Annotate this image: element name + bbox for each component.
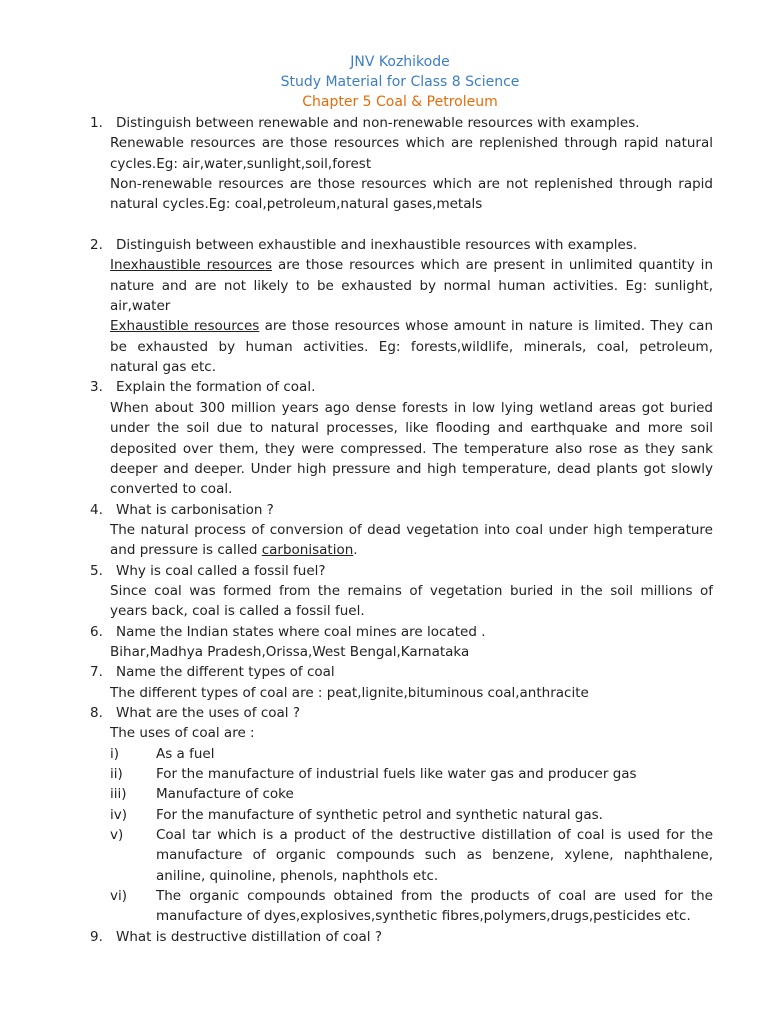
answer-line (0, 601, 768, 621)
list-item (0, 744, 768, 764)
question-9 (0, 927, 768, 947)
list-item (0, 825, 768, 845)
document-subtitle: Study Material for Class 8 Science (280, 74, 520, 90)
question-6 (0, 622, 768, 642)
roman-numeral: ii) (110, 766, 123, 782)
question-list (0, 113, 768, 947)
answer-line (0, 316, 768, 336)
answer-fragment: and pressure is called (110, 542, 262, 559)
list-item-text: Manufacture of coke (156, 786, 294, 803)
roman-numeral: v) (110, 827, 124, 844)
answer-text: air,water (110, 298, 171, 315)
answer-line (0, 337, 768, 357)
answer-line (0, 296, 768, 316)
list-item-continuation (0, 866, 768, 886)
term-exhaustible: Exhaustible resources (110, 318, 260, 335)
list-item-text: manufacture of dyes,explosives,synthetic fibres,polymers,drugs,pesticides etc. (156, 908, 691, 925)
answer-text: cycles.Eg: air,water,sunlight,soil,forest (110, 155, 372, 172)
answer-line (0, 683, 768, 703)
answer-text: under the soil due to natural processes, like flooding and earthquake and more soil (110, 420, 713, 437)
answer-line (0, 398, 768, 418)
list-item-text: Coal tar which is a product of the destructive distillation of coal is used for the (156, 827, 713, 844)
question-text: Distinguish between exhaustible and inexhaustible resources with examples. (116, 237, 638, 254)
question-number: 5. (90, 562, 103, 579)
roman-numeral: iii) (110, 786, 127, 803)
answer-text: Since coal was formed from the remains of vegetation buried in the soil millions of (110, 582, 713, 599)
question-number: 4. (90, 501, 103, 518)
answer-line (0, 581, 768, 601)
question-number: 2. (90, 237, 103, 254)
term-inexhaustible: Inexhaustible resources (110, 257, 273, 274)
question-7 (0, 662, 768, 682)
answer-text: years back, coal is called a fossil fuel. (110, 603, 365, 620)
question-number: 1. (90, 115, 103, 131)
answer-text (110, 255, 713, 275)
term-carbonisation: carbonisation (261, 542, 354, 559)
answer-text (110, 540, 358, 560)
question-text: Name the Indian states where coal mines are located . (116, 623, 486, 640)
list-item (0, 805, 768, 825)
question-number: 9. (90, 928, 103, 945)
answer-line (0, 174, 768, 194)
question-number: 8. (90, 704, 103, 721)
list-item-continuation (0, 845, 768, 865)
roman-numeral: vi) (110, 888, 128, 905)
question-text: What is destructive distillation of coal ? (116, 928, 382, 945)
list-item-text: As a fuel (156, 745, 215, 762)
list-item-continuation (0, 906, 768, 926)
list-item (0, 886, 768, 906)
answer-fragment: . (353, 542, 358, 559)
answer-text: Bihar,Madhya Pradesh,Orissa,West Bengal,Karnataka (110, 643, 470, 660)
question-text: Why is coal called a fossil fuel? (116, 562, 326, 579)
question-text: What is carbonisation ? (116, 501, 274, 518)
answer-line (0, 276, 768, 296)
answer-line (0, 255, 768, 275)
answer-text: deeper and deeper. Under high pressure and high temperature, dead plants got slowly (110, 460, 713, 477)
answer-text: natural cycles.Eg: coal,petroleum,natural gases,metals (110, 196, 483, 213)
list-item-text: For the manufacture of industrial fuels like water gas and producer gas (156, 766, 637, 782)
answer-line (0, 540, 768, 560)
question-number: 7. (90, 664, 103, 681)
answer-line (0, 723, 768, 743)
answer-text: deposited over them, they were compressed. The temperature also rose as they sank (110, 440, 713, 457)
answer-text: The uses of coal are : (110, 725, 255, 742)
answer-fragment: are those resources whose amount in nature is limited. They can (259, 318, 714, 335)
question-text: Distinguish between renewable and non-renewable resources with examples. (116, 115, 640, 131)
answer-line (0, 357, 768, 377)
answer-line (0, 642, 768, 662)
answer-line (0, 459, 768, 479)
question-text: What are the uses of coal ? (116, 704, 301, 721)
answer-line (0, 154, 768, 174)
answer-text: Non-renewable resources are those resources which are not replenished through rapid (110, 176, 713, 193)
answer-text: When about 300 million years ago dense forests in low lying wetland areas got buried (110, 399, 713, 416)
question-number: 3. (90, 379, 103, 396)
question-text: Explain the formation of coal. (116, 379, 316, 396)
list-item (0, 784, 768, 804)
list-item-text: The organic compounds obtained from the products of coal are used for the (156, 888, 713, 905)
answer-line (0, 418, 768, 438)
answer-text: natural gas etc. (110, 359, 217, 376)
spacer (0, 215, 768, 235)
list-item-text: For the manufacture of synthetic petrol and synthetic natural gas. (156, 806, 603, 823)
answer-line (0, 194, 768, 214)
answer-text: The different types of coal are : peat,lignite,bituminous coal,anthracite (110, 684, 589, 701)
question-text: Name the different types of coal (116, 664, 335, 681)
question-1 (0, 113, 768, 133)
answer-text: converted to coal. (110, 481, 233, 498)
list-item-text: aniline, quinoline, phenols, naphthols etc. (156, 867, 439, 884)
list-item (0, 764, 768, 784)
answer-text: be exhausted by human activities. Eg: forests,wildlife, minerals, coal, petroleum, (110, 338, 713, 355)
document-header (0, 52, 768, 112)
answer-line (0, 439, 768, 459)
question-5 (0, 561, 768, 581)
question-8 (0, 703, 768, 723)
answer-text: The natural process of conversion of dead vegetation into coal under high temperature (110, 521, 713, 538)
answer-text (110, 316, 713, 336)
question-2 (0, 235, 768, 255)
school-name: JNV Kozhikode (350, 54, 450, 70)
question-number: 6. (90, 623, 103, 640)
roman-numeral: i) (110, 745, 120, 762)
answer-text: Renewable resources are those resources which are replenished through rapid natural (110, 135, 713, 152)
question-3 (0, 377, 768, 397)
answer-line (0, 479, 768, 499)
answer-fragment: are those resources which are present in unlimited quantity in (272, 257, 713, 274)
answer-line (0, 520, 768, 540)
answer-line (0, 133, 768, 153)
list-item-text: manufacture of organic compounds such as benzene, xylene, naphthalene, (156, 847, 713, 864)
question-4 (0, 500, 768, 520)
chapter-title: Chapter 5 Coal & Petroleum (302, 94, 498, 110)
answer-text: nature and are not likely to be exhausted by normal human activities. Eg: sunlight, (110, 277, 713, 294)
roman-numeral: iv) (110, 806, 128, 823)
